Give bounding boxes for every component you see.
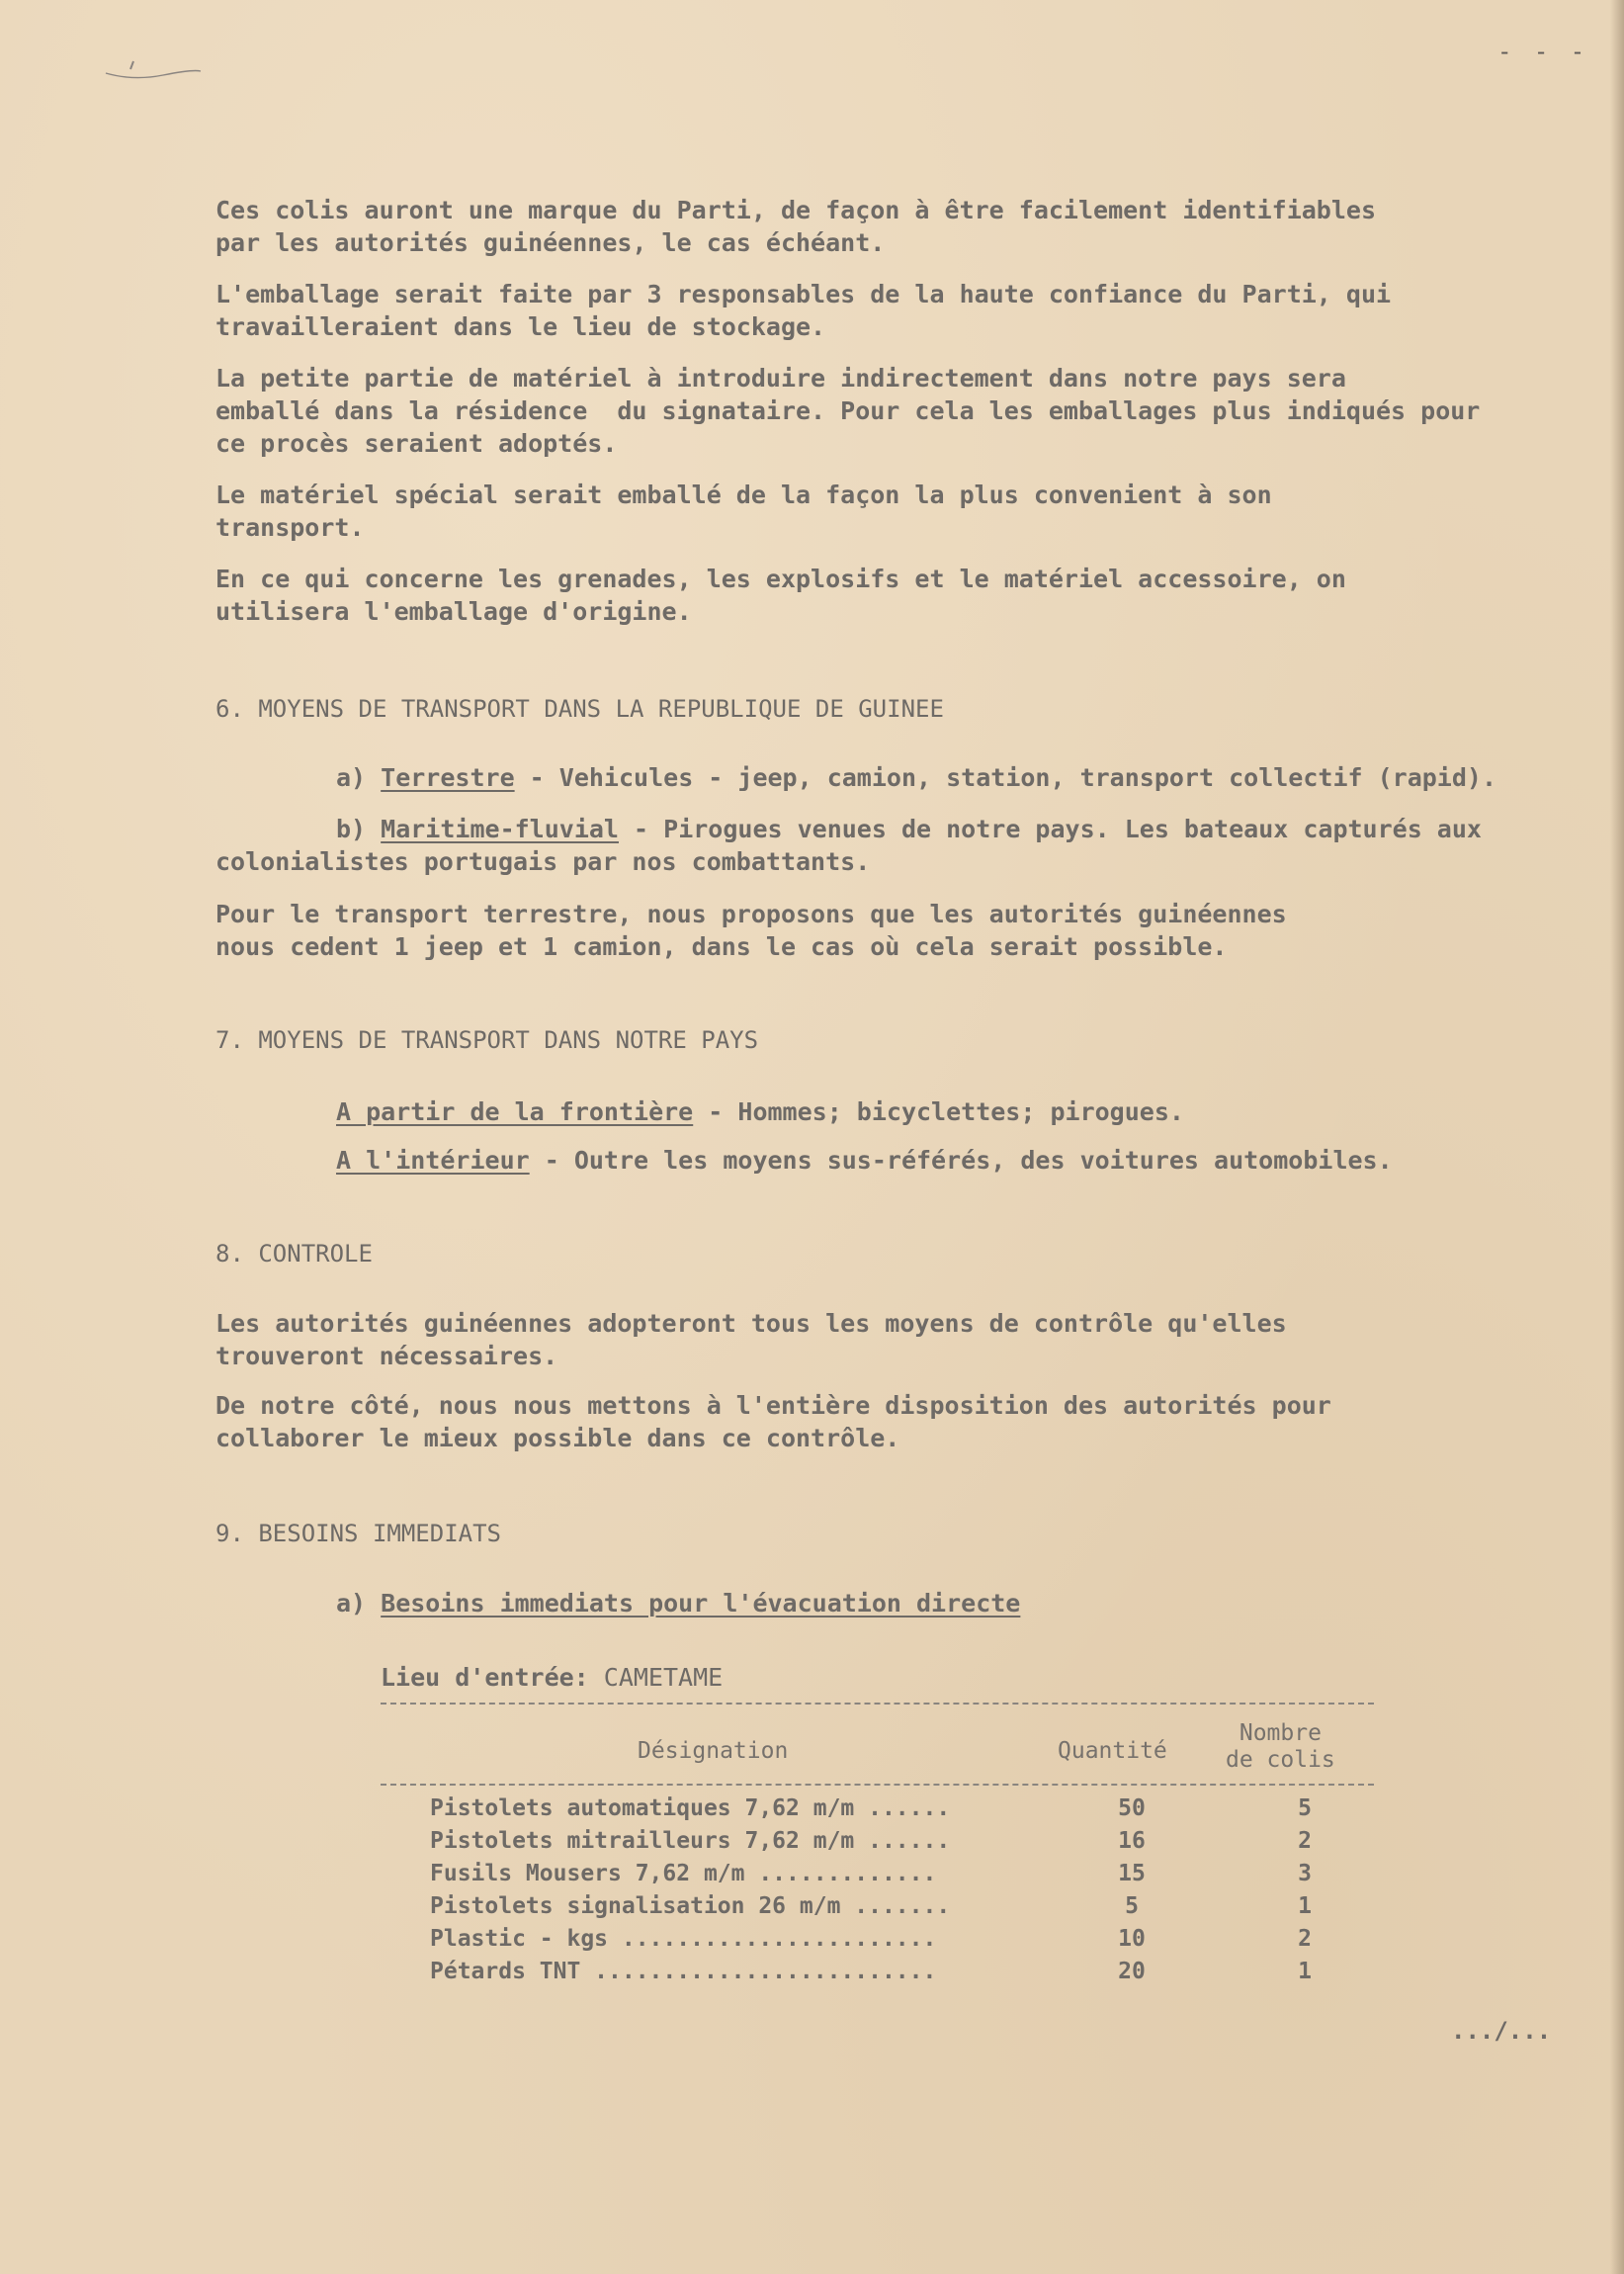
table-row bbox=[381, 1926, 1374, 1958]
lieu-label: Lieu d'entrée: bbox=[381, 1663, 604, 1692]
section-7-interieur bbox=[336, 1144, 1393, 1177]
cell-colis: 1 bbox=[1298, 1959, 1312, 1984]
section-7-heading: 7. MOYENS DE TRANSPORT DANS NOTRE PAYS bbox=[215, 1026, 759, 1054]
section-8-para-1: Les autorités guinéennes adopteront tous les moyens de contrôle qu'elles trouveront nécessaires. bbox=[215, 1309, 1287, 1370]
cell-quantite: 20 bbox=[1118, 1959, 1146, 1984]
cell-quantite: 15 bbox=[1118, 1861, 1146, 1886]
table-row bbox=[381, 1828, 1374, 1860]
cell-designation: Pistolets signalisation 26 m/m ....... bbox=[430, 1893, 951, 1919]
section-8-heading: 8. CONTROLE bbox=[215, 1240, 373, 1268]
cell-colis: 3 bbox=[1298, 1861, 1312, 1886]
section-8-para-2: De notre côté, nous nous mettons à l'entière disposition des autorités pour collaborer le mieux possible dans ce contrôle. bbox=[215, 1391, 1331, 1452]
section-6-item-b bbox=[336, 813, 1482, 845]
lieu-value: CAMETAME bbox=[603, 1663, 724, 1692]
pencil-mark bbox=[104, 59, 203, 89]
interieur-text: - Outre les moyens sus-référés, des voitures automobiles. bbox=[529, 1146, 1393, 1175]
cell-colis: 5 bbox=[1298, 1795, 1312, 1821]
header-designation: Désignation bbox=[638, 1738, 789, 1764]
section-9-heading: 9. BESOINS IMMEDIATS bbox=[215, 1520, 501, 1547]
cell-designation: Fusils Mousers 7,62 m/m ............. bbox=[430, 1861, 937, 1886]
cell-quantite: 5 bbox=[1125, 1893, 1139, 1919]
paragraph-materiel-special: Le matériel spécial serait emballé de la façon la plus convenient à son transport. bbox=[215, 481, 1272, 542]
section-6-proposal: Pour le transport terrestre, nous proposons que les autorités guinéennes nous cedent 1 jeep et 1 camion, dans le cas où cela serait possible. bbox=[215, 900, 1287, 961]
header-colis: Nombre de colis bbox=[1226, 1720, 1335, 1773]
cell-designation: Plastic - kgs ....................... bbox=[430, 1926, 937, 1952]
item-b-prefix: b) bbox=[336, 815, 382, 843]
page-marker: - - - bbox=[1497, 38, 1589, 65]
cell-colis: 1 bbox=[1298, 1893, 1312, 1919]
lieu-entree bbox=[381, 1661, 723, 1694]
table-header-rule bbox=[381, 1784, 1374, 1786]
continuation-mark: .../... bbox=[1451, 2017, 1552, 2045]
page-edge-shadow bbox=[1610, 0, 1624, 2274]
header-quantite: Quantité bbox=[1058, 1738, 1167, 1764]
table-row bbox=[381, 1795, 1374, 1827]
cell-quantite: 50 bbox=[1118, 1795, 1146, 1821]
table-row bbox=[381, 1893, 1374, 1925]
frontiere-text: - Hommes; bicyclettes; pirogues. bbox=[693, 1097, 1184, 1126]
table-row bbox=[381, 1959, 1374, 1990]
cell-designation: Pistolets mitrailleurs 7,62 m/m ...... bbox=[430, 1828, 951, 1854]
section-6-heading: 6. MOYENS DE TRANSPORT DANS LA REPUBLIQUE DE GUINEE bbox=[215, 695, 944, 723]
item-b-label: Maritime-fluvial bbox=[381, 815, 619, 843]
table-row bbox=[381, 1861, 1374, 1892]
item-a-text: - Vehicules - jeep, camion, station, transport collectif (rapid). bbox=[514, 763, 1497, 792]
section-7-frontiere bbox=[336, 1095, 1184, 1128]
cell-designation: Pétards TNT ......................... bbox=[430, 1959, 937, 1984]
section-6-item-b-cont: colonialistes portugais par nos combattants. bbox=[215, 847, 871, 876]
frontiere-label: A partir de la frontière bbox=[336, 1097, 694, 1126]
cell-quantite: 16 bbox=[1118, 1828, 1146, 1854]
paragraph-emballage: L'emballage serait faite par 3 responsables de la haute confiance du Parti, qui travailleraient dans le lieu de stockage. bbox=[215, 280, 1392, 341]
subheading-label: Besoins immediats pour l'évacuation directe bbox=[381, 1589, 1021, 1618]
item-b-text: - Pirogues venues de notre pays. Les bateaux capturés aux bbox=[618, 815, 1482, 843]
paragraph-petite-partie: La petite partie de matériel à introduire indirectement dans notre pays sera emballé dans la résidence du signataire. Pour cela les emballages plus indiqués pour ce procès seraient adoptés. bbox=[215, 364, 1481, 458]
paragraph-grenades: En ce qui concerne les grenades, les explosifs et le matériel accessoire, on utilisera l'emballage d'origine. bbox=[215, 565, 1346, 626]
interieur-label: A l'intérieur bbox=[336, 1146, 530, 1175]
section-6-item-a bbox=[336, 761, 1496, 794]
item-a-prefix: a) bbox=[336, 763, 382, 792]
item-a-label: Terrestre bbox=[381, 763, 515, 792]
cell-designation: Pistolets automatiques 7,62 m/m ...... bbox=[430, 1795, 951, 1821]
cell-colis: 2 bbox=[1298, 1926, 1312, 1952]
cell-colis: 2 bbox=[1298, 1828, 1312, 1854]
subheading-prefix: a) bbox=[336, 1589, 382, 1618]
section-9-subheading bbox=[336, 1587, 1020, 1619]
cell-quantite: 10 bbox=[1118, 1926, 1146, 1952]
table-top-rule bbox=[381, 1703, 1374, 1705]
paragraph-colis-marque: Ces colis auront une marque du Parti, de façon à être facilement identifiables par les autorités guinéennes, le cas échéant. bbox=[215, 196, 1376, 257]
